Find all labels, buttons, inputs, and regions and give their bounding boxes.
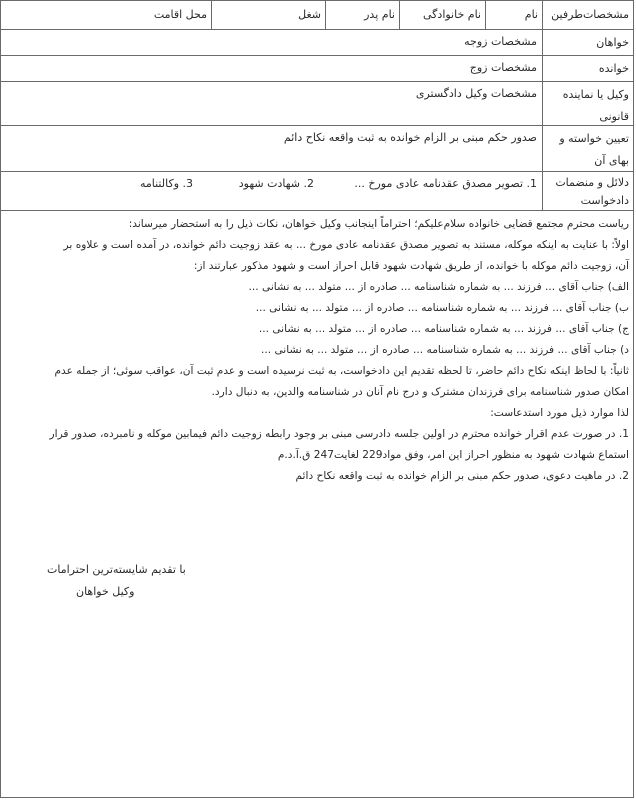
column-occupation: شغل [211, 1, 325, 29]
body-line: ثانیاً: با لحاظ اینکه نکاح دائم حاضر، تا لحظه تقدیم این دادخواست، به ثبت نرسیده است و عدم ثبت آن، عواقب سوئی؛ از جمله عدم [54, 365, 629, 377]
body-line: د) جناب آقای ... فرزند ... به شماره شناسنامه ... صادره از ... متولد ... به نشانی ... [260, 344, 629, 356]
evidence-label-line2: دادخواست [580, 194, 629, 207]
evidence-item-2: 2. شهادت شهود [238, 177, 314, 190]
plaintiff-value: مشخصات زوجه [464, 35, 537, 48]
evidence-label [542, 172, 633, 210]
body-line: ج) جناب آقای ... فرزند ... به شماره شناسنامه ... صادره از ... متولد ... به نشانی ... [258, 323, 629, 335]
body-line: امکان صدور شناسنامه برای فرزندان مشترک و درج نام آنان در شناسنامه والدین، به دنبال دارد. [211, 386, 629, 398]
plaintiff-row [1, 30, 633, 56]
claim-label-line1: تعیین خواسته و [559, 132, 629, 145]
lawyer-value: مشخصات وکیل دادگستری [415, 87, 537, 100]
body-line: استماع شهادت شهود به منظور احراز این امر، وفق مواد229 لغایت247 ق.آ.د.م [277, 449, 629, 461]
lawyer-label-line2: قانونی [599, 110, 629, 123]
signature-title: وکیل خواهان [76, 585, 135, 598]
body-line: 2. در ماهیت دعوی، صدور حکم مبنی بر الزام خوانده به ثبت واقعه نکاح دائم [295, 470, 629, 482]
body-line: اولاً: با عنایت به اینکه موکله، مستند به تصویر مصدق عقدنامه عادی مورخ ... به عقد زوجیت دائم خوانده، در آمده است و علاوه بر [63, 239, 629, 251]
defendant-value: مشخصات زوج [469, 61, 537, 74]
body-line: لذا موارد ذیل مورد استدعاست: [490, 407, 629, 419]
parties-header-row [1, 1, 633, 30]
lawyer-label-line1: وکیل یا نماینده [562, 88, 629, 101]
body-line: 1. در صورت عدم اقرار خوانده محترم در اولین جلسه دادرسی مبنی بر وجود رابطه زوجیت دائم فیمابین موکله و نامبرده، صدور قرار [49, 428, 629, 440]
evidence-row [1, 172, 633, 211]
body-line: آن، زوجیت دائم موکله با خوانده، از طریق شهادت شهود قابل احراز است و شهود مذکور عبارتند از: [193, 260, 629, 272]
body-line: ریاست محترم مجتمع قضایی خانواده سلام‌علیکم؛ احتراماً اینجانب وکیل خواهان، نکات ذیل را به استحضار میرساند: [128, 218, 629, 230]
signature-closing: با تقدیم شایسته‌ترین احترامات [47, 563, 186, 576]
body-line: الف) جناب آقای ... فرزند ... به شماره شناسنامه ... صادره از ... متولد ... به نشانی ... [248, 281, 629, 293]
evidence-item-1: 1. تصویر مصدق عقدنامه عادی مورخ ... [354, 177, 537, 190]
claim-label-line2: بهای آن [594, 154, 629, 167]
lawyer-label [542, 82, 633, 125]
evidence-label-line1: دلائل و منضمات [555, 176, 629, 189]
claim-label [542, 126, 633, 171]
body-line: ب) جناب آقای ... فرزند ... به شماره شناسنامه ... صادره از ... متولد ... به نشانی ... [255, 302, 629, 314]
column-first-name: نام [485, 1, 542, 29]
parties-label: مشخصات‌طرفین [542, 1, 633, 29]
claim-row [1, 126, 633, 172]
evidence-item-3: 3. وکالتنامه [139, 177, 193, 190]
petition-body [7, 214, 629, 487]
defendant-row [1, 56, 633, 82]
lawyer-row [1, 82, 633, 126]
plaintiff-label: خواهان [542, 30, 633, 55]
column-residence: محل اقامت [153, 8, 207, 21]
claim-value: صدور حکم مبنی بر الزام خوانده به ثبت واقعه نکاح دائم [283, 131, 537, 144]
column-last-name: نام خانوادگی [399, 1, 485, 29]
column-father-name: نام پدر [325, 1, 399, 29]
defendant-label: خوانده [542, 56, 633, 81]
